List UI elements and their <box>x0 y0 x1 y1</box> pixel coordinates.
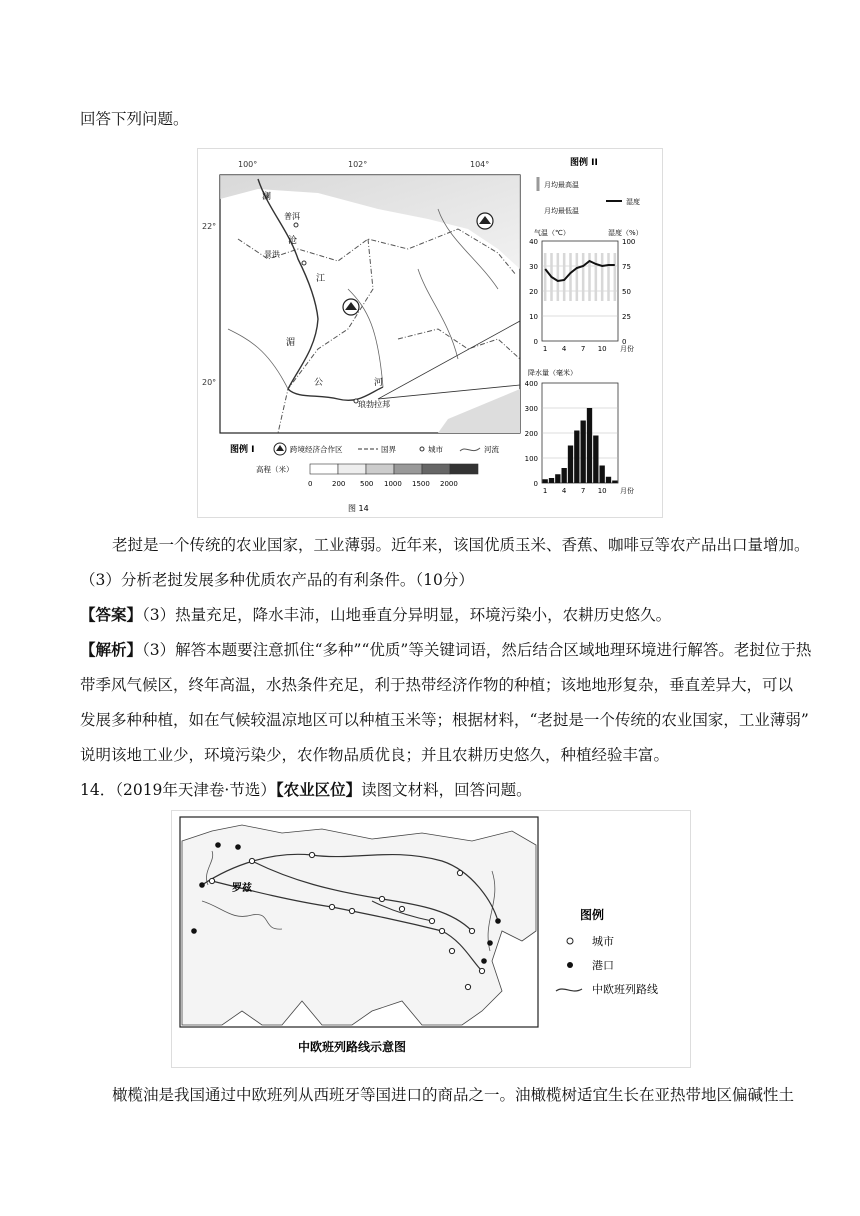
humidity-tick-label: 50 <box>622 288 631 296</box>
question-14 <box>80 779 532 801</box>
precip-bar <box>612 481 617 484</box>
month-ticks <box>543 344 634 353</box>
city-marker <box>302 261 306 265</box>
city-marker <box>354 399 358 403</box>
place-label: 江 <box>316 274 326 284</box>
legend2-item: 湿度 <box>626 198 640 206</box>
explanation-line <box>80 639 811 661</box>
elev-tick: 200 <box>332 480 346 488</box>
temp-tick-label: 30 <box>529 263 538 271</box>
elevation-scale <box>310 464 478 474</box>
legend1-item: 城市 <box>428 445 443 454</box>
month-tick-label: 1 <box>542 487 548 495</box>
city-legend-swatch <box>420 447 424 451</box>
precip-bar <box>555 474 560 483</box>
temp-tick-label: 40 <box>529 238 538 246</box>
figure-caption: 图 14 <box>348 504 369 513</box>
precip-bar <box>587 408 592 483</box>
legend2-item: 月均最高温 <box>544 181 579 189</box>
humidity-tick-label: 100 <box>622 238 636 246</box>
river-legend-swatch <box>460 448 480 451</box>
elev-tick: 1000 <box>384 480 402 488</box>
legend-title: 图例 <box>580 908 605 922</box>
explanation-line: 带季风气候区，终年高温，水热条件充足，利于热带经济作物的种植；该地地形复杂，垂直差异大，可以 <box>80 676 794 694</box>
figure-railway-svg <box>172 811 690 1067</box>
temp-tick-label: 20 <box>529 288 538 296</box>
city-marker <box>294 223 298 227</box>
cross-border-zone-icon <box>477 213 493 229</box>
port-legend-swatch <box>567 962 573 968</box>
precip-axis-title: 降水量（毫米） <box>528 369 577 377</box>
cross-border-zone-icon <box>343 299 359 315</box>
question-14-text: 读图文材料，回答问题。 <box>361 781 532 799</box>
eurasia-landmass <box>182 825 536 1025</box>
place-label: 景洪 <box>264 250 280 259</box>
place-label: 琅勃拉邦 <box>358 400 390 409</box>
legend1-item: 跨境经济合作区 <box>290 445 343 454</box>
temp-tick-label: 0 <box>533 338 538 346</box>
humidity-ticks <box>622 238 635 346</box>
elev-tick: 0 <box>308 480 313 488</box>
temp-ticks <box>529 238 538 346</box>
temp-tick-label: 10 <box>529 313 538 321</box>
paragraph-laos: 老挝是一个传统的农业国家，工业薄弱。近年来，该国优质玉米、香蕉、咖啡豆等农产品出口量增加。 <box>112 536 810 554</box>
city-legend-swatch <box>567 938 573 944</box>
explanation-tag: 【解析】 <box>80 640 143 659</box>
legend-item: 城市 <box>592 935 614 948</box>
temp-range-bar <box>557 253 560 301</box>
temp-range-bar <box>601 253 604 301</box>
precip-bar <box>568 446 573 484</box>
precip-tick-label: 300 <box>524 405 538 413</box>
intro-line: 回答下列问题。 <box>80 110 189 128</box>
place-label: 湄 <box>286 338 296 348</box>
temp-range-bar <box>544 253 547 301</box>
humidity-tick-label: 25 <box>622 313 631 321</box>
paragraph-olive: 橄榄油是我国通过中欧班列从西班牙等国进口的商品之一。油橄榄树适宜生长在亚热带地区偏碱性土 <box>112 1086 795 1104</box>
precip-tick-label: 0 <box>533 480 538 488</box>
temp-range-bar <box>576 253 579 301</box>
question-14-number: 14．（2019年天津卷·节选） <box>80 781 276 799</box>
cross-border-zone-icon <box>274 443 286 455</box>
precip-ticks <box>525 380 538 488</box>
place-label: 河 <box>374 378 384 388</box>
question-3: （3）分析老挝发展多种优质农产品的有利条件。（10分） <box>80 571 474 589</box>
figure-14 <box>197 148 663 518</box>
city-label-lodz: 罗兹 <box>232 883 252 894</box>
temp-axis-title: 气温（℃） <box>534 229 570 237</box>
explanation-text: （3）解答本题要注意抓住“多种”“优质”等关键词语，然后结合区域地理环境进行解答。老挝位于热 <box>142 641 812 659</box>
elevation-label: 高程（米） <box>256 465 294 474</box>
legend1-item: 河流 <box>484 445 499 454</box>
answer-text: （3）热量充足，降水丰沛，山地垂直分异明显，环境污染小，农耕历史悠久。 <box>142 606 672 624</box>
legend-item: 中欧班列路线 <box>592 983 658 996</box>
figure-caption: 中欧班列路线示意图 <box>298 1040 407 1054</box>
temp-range-bar <box>607 253 610 301</box>
explanation-line: 说明该地工业少，环境污染少，农作物品质优良；并且农耕历史悠久，种植经验丰富。 <box>80 746 670 764</box>
legend2-title: 图例 II <box>570 158 598 168</box>
elev-tick: 500 <box>360 480 374 488</box>
question-14-tag: 【农业区位】 <box>275 780 362 799</box>
precip-bar <box>581 421 586 484</box>
precip-bar <box>574 431 579 484</box>
precip-bar <box>549 478 554 483</box>
legend1-item: 国界 <box>381 445 396 454</box>
month-tick-label: 10 <box>597 345 607 353</box>
lat-label: 22° <box>202 222 217 231</box>
precip-bar <box>593 436 598 484</box>
precip-tick-label: 200 <box>524 430 538 438</box>
precip-bar <box>606 477 611 483</box>
place-label: 普洱 <box>284 212 300 221</box>
month-tick-label: 7 <box>580 487 586 495</box>
figure-railway <box>171 810 691 1068</box>
temp-range-bar <box>569 253 572 301</box>
precip-tick-label: 400 <box>524 380 538 388</box>
month-tick-label: 10 <box>597 487 607 495</box>
precip-tick-label: 100 <box>524 455 538 463</box>
month-unit-label: 月份 <box>620 487 634 495</box>
place-label: 澜 <box>262 192 272 202</box>
elev-tick: 1500 <box>412 480 430 488</box>
figure-14-svg <box>198 149 662 517</box>
month-tick-label: 4 <box>561 345 567 353</box>
legend2-item: 月均最低温 <box>544 207 579 215</box>
temp-range-bar <box>595 253 598 301</box>
lon-label: 102° <box>348 160 368 169</box>
lat-label: 20° <box>202 378 217 387</box>
legend-item: 港口 <box>592 959 614 972</box>
place-label: 沧 <box>288 236 298 246</box>
month-unit-label: 月份 <box>620 345 634 353</box>
precip-bar <box>543 479 548 483</box>
month-tick-label: 7 <box>580 345 586 353</box>
answer-tag: 【答案】 <box>80 605 143 624</box>
place-label: 公 <box>314 378 324 388</box>
legend1-title: 图例 I <box>230 445 255 455</box>
answer-line <box>80 604 671 626</box>
month-tick-label: 1 <box>542 345 548 353</box>
temp-range-bar <box>582 253 585 301</box>
precip-bar <box>600 466 605 484</box>
explanation-line: 发展多种种植，如在气候较温凉地区可以种植玉米等；根据材料，“老挝是一个传统的农业国家，工业薄弱” <box>80 711 809 729</box>
month-tick-label: 4 <box>561 487 567 495</box>
humidity-tick-label: 0 <box>622 338 627 346</box>
month-ticks <box>543 486 634 495</box>
temp-range-bar <box>563 253 566 301</box>
elev-tick: 2000 <box>440 480 458 488</box>
precip-bar <box>562 468 567 483</box>
hum-axis-title: 湿度（%） <box>608 229 643 237</box>
route-legend-swatch <box>556 989 582 991</box>
humidity-tick-label: 75 <box>622 263 631 271</box>
lon-label: 104° <box>470 160 490 169</box>
temp-range-bar <box>614 253 617 301</box>
lon-label: 100° <box>238 160 258 169</box>
